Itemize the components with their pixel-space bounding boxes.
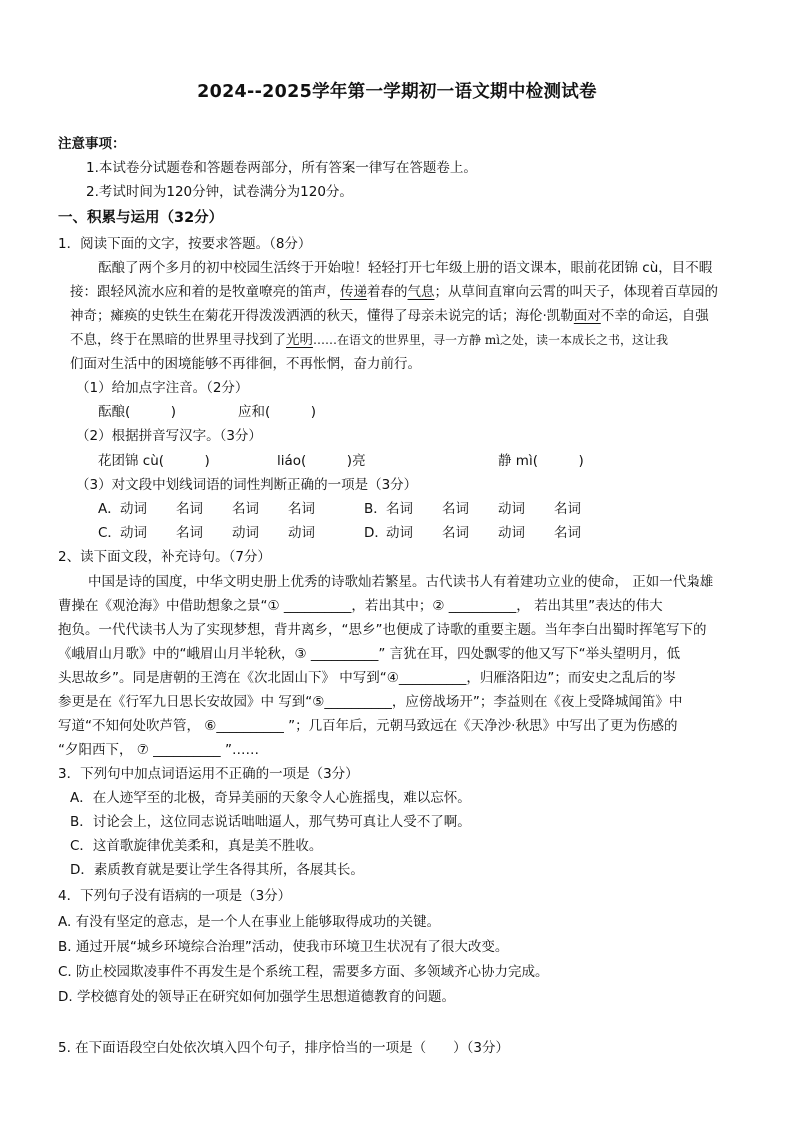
- underlined-word: 气息: [407, 284, 435, 300]
- answer-option-a: A. 有没有坚定的意志，是一个人在事业上能够取得成功的关键。: [58, 914, 441, 930]
- option-word: 名词: [176, 525, 203, 541]
- option-word: 动词: [232, 525, 259, 541]
- underlined-word: 传递: [340, 284, 367, 300]
- passage-text: 着春的: [367, 284, 408, 300]
- passage-line: 《峨眉山月歌》中的“峨眉山月半轮秋，③ __________” 言犹在耳，四处飘零的他又写下“举头望明月，低: [58, 646, 681, 662]
- answer-option-b: B．讨论会上，这位同志说话咄咄逼人，那气势可真让人受不了啊。: [70, 814, 471, 830]
- passage-line: 酝酿了两个多月的初中校园生活终于开始啦！轻轻打开七年级上册的语文课本，眼前花团锦 cù，目不暇: [98, 260, 713, 276]
- answer-option-d: D. 学校德育处的领导正在研究如何加强学生思想道德教育的问题。: [58, 989, 455, 1005]
- passage-line: “夕阳西下， ⑦ __________ ”……: [58, 742, 259, 758]
- underlined-word: 光明: [286, 332, 313, 348]
- answer-option-c: [98, 523, 315, 543]
- passage-line: 们面对生活中的困境能够不再徘徊，不再怅惘，奋力前行。: [70, 356, 421, 372]
- passage-line: 写道“不知何处吹芦管， ⑥__________ ”；几百年后，元朝马致远在《天净沙·秋思》中写出了更为伤感的: [58, 718, 678, 734]
- answer-blank: 静 mì( ): [498, 453, 584, 469]
- question-1-stem: 1．阅读下面的文字，按要求答题。（8分）: [58, 236, 312, 252]
- note-item: 1.本试卷分试题卷和答题卷两部分，所有答案一律写在答题卷上。: [86, 160, 477, 176]
- option-word: 名词: [176, 501, 203, 517]
- option-word: 动词: [288, 525, 315, 541]
- answer-blank: 应和( ): [238, 404, 317, 420]
- sub-question-label: （2）根据拼音写汉字。（3分）: [76, 428, 262, 444]
- answer-option-c: C. 防止校园欺凌事件不再发生是个系统工程，需要多方面、多领域齐心协力完成。: [58, 964, 549, 980]
- option-word: 动词: [386, 525, 413, 541]
- option-word: 名词: [442, 501, 469, 517]
- option-letter: B．: [364, 501, 387, 517]
- passage-text: 不幸的命运，自强: [600, 308, 709, 324]
- option-letter: C．: [98, 525, 121, 541]
- passage-line: 头思故乡”。同是唐朝的王湾在《次北固山下》 中写到“④__________，归雁洛阳边”；而安史之乱后的岑: [58, 670, 676, 686]
- passage-line: 抱负。一代代读书人为了实现梦想，背井离乡，“思乡”也便成了诗歌的重要主题。当年李白出蜀时挥笔写下的: [58, 622, 707, 638]
- passage-line: [70, 282, 718, 302]
- option-word: 名词: [386, 501, 413, 517]
- answer-option-b: B. 通过开展“城乡环境综合治理”活动，使我市环境卫生状况有了很大改变。: [58, 939, 509, 955]
- question-4-stem: 4．下列句子没有语病的一项是（3分）: [58, 888, 292, 904]
- answer-option-c: C．这首歌旋律优美柔和，真是美不胜收。: [70, 838, 323, 854]
- passage-line: 中国是诗的国度，中华文明史册上优秀的诗歌灿若繁星。古代读书人有着建功立业的使命， 正如一代枭雄: [88, 574, 714, 590]
- option-word: 名词: [232, 501, 259, 517]
- answer-blank: 花团锦 cù( ): [98, 453, 210, 469]
- option-word: 动词: [498, 525, 525, 541]
- option-word: 名词: [288, 501, 315, 517]
- answer-option-a: [98, 499, 315, 519]
- passage-text: 不息，终于在黑暗的世界里寻找到了: [70, 332, 286, 348]
- option-word: 动词: [120, 525, 147, 541]
- notes-heading: 注意事项：: [58, 136, 126, 152]
- passage-text: ；从草间直窜向云霄的叫天子，体现着百草园的: [434, 284, 718, 300]
- underlined-word: 面对: [573, 308, 601, 324]
- answer-option-a: A．在人迹罕至的北极，奇异美丽的天象令人心旌摇曳，难以忘怀。: [70, 790, 471, 806]
- passage-text: 神奇；瘫痪的史铁生在菊花开得泼泼洒洒的秋天，懂得了母亲未说完的话；海伦·凯勒: [70, 308, 574, 324]
- sub-question-label: （3）对文段中划线词语的词性判断正确的一项是（3分）: [76, 477, 418, 493]
- passage-line: [70, 306, 709, 326]
- note-item: 2.考试时间为120分钟，试卷满分为120分。: [86, 184, 353, 200]
- question-2-stem: 2、读下面文段，补充诗句。（7分）: [58, 549, 271, 565]
- passage-line: 曹操在《观沧海》中借助想象之景“① __________，若出其中；② __________， 若出其里”表达的伟大: [58, 598, 663, 614]
- option-word: 名词: [554, 501, 581, 517]
- option-word: 动词: [120, 501, 147, 517]
- option-word: 名词: [442, 525, 469, 541]
- option-word: 动词: [498, 501, 525, 517]
- passage-text: 接：跟轻风流水应和着的是牧童嘹亮的笛声，: [70, 284, 340, 300]
- answer-blank: liáo( )亮: [277, 453, 366, 469]
- answer-option-b: [364, 499, 581, 519]
- option-word: 名词: [554, 525, 581, 541]
- option-letter: A．: [98, 501, 121, 517]
- passage-line: 参更是在《行军九日思长安故园》中 写到“⑤__________，应傍战场开”；李益则在《夜上受降城闻笛》中: [58, 694, 683, 710]
- answer-blank: 酝酿( ): [98, 404, 177, 420]
- passage-text: ……在语文的世界里，寻一方静 mì之处，读一本成长之书，这让我: [313, 333, 669, 347]
- question-3-stem: 3．下列句中加点词语运用不正确的一项是（3分）: [58, 766, 359, 782]
- answer-option-d: [364, 523, 581, 543]
- passage-line: [70, 330, 668, 350]
- sub-question-label: （1）给加点字注音。（2分）: [76, 380, 249, 396]
- answer-option-d: D．素质教育就是要让学生各得其所，各展其长。: [70, 862, 364, 878]
- page-title: 2024--2025学年第一学期初一语文期中检测试卷: [197, 82, 597, 102]
- question-5-stem: 5. 在下面语段空白处依次填入四个句子，排序恰当的一项是（ ）（3分）: [58, 1040, 510, 1056]
- option-letter: D．: [364, 525, 388, 541]
- section-heading: 一、积累与运用（32分）: [58, 210, 224, 226]
